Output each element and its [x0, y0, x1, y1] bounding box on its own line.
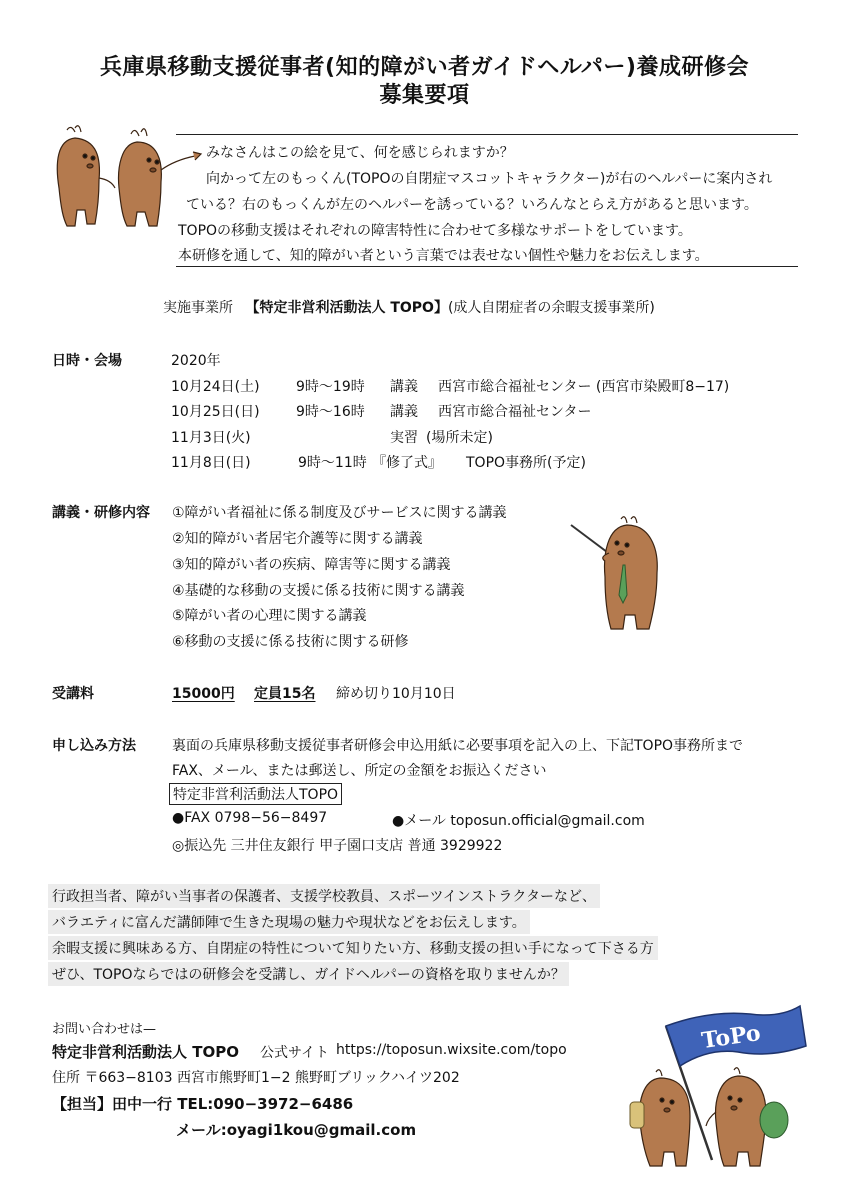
- flag-mascots-illustration: [620, 1000, 820, 1170]
- schedule-row-1-type: 講義: [390, 379, 418, 395]
- course-item-4: ④基礎的な移動の支援に係る技術に関する講義: [172, 583, 465, 599]
- course-item-3: ③知的障がい者の疾病、障害等に関する講義: [172, 557, 451, 573]
- schedule-row-2-time: 9時〜16時: [296, 404, 365, 420]
- contact-person: 【担当】田中一行 TEL:090−3972−6486: [52, 1095, 354, 1113]
- schedule-row-2-date: 10月25日(日): [171, 404, 260, 420]
- apply-bank: ◎振込先 三井住友銀行 甲子園口支店 普通 3929922: [172, 838, 503, 854]
- apply-fax: ●FAX 0798−56−8497: [172, 810, 328, 826]
- organizer-suffix: (成人自閉症者の余暇支援事業所): [447, 300, 655, 316]
- course-item-2: ②知的障がい者居宅介護等に関する講義: [172, 531, 423, 547]
- schedule-row-3-date: 11月3日(火): [171, 430, 251, 446]
- promo-line-2: バラエティに富んだ講師陣で生きた現場の魅力や現状などをお伝えします。: [48, 910, 530, 934]
- schedule-row-4-type: 『修了式』: [372, 455, 442, 471]
- schedule-row-4-time: 9時〜11時: [298, 455, 367, 471]
- fee-capacity: 定員15名: [254, 686, 316, 702]
- promo-line-4: [48, 962, 569, 986]
- intro-bottom-rule: [176, 266, 798, 267]
- intro-line-1: みなさんはこの絵を見て、何を感じられますか？: [206, 145, 514, 161]
- apply-line-2: FAX、メール、または郵送し、所定の金額をお振込ください: [172, 763, 547, 779]
- backpack-right: [760, 1102, 788, 1138]
- schedule-row-1-place: 西宮市総合福祉センター (西宮市染殿町8−17): [438, 379, 730, 395]
- schedule-row-1-date: 10月24日(土): [171, 379, 260, 395]
- intro-line-5: 本研修を通して、知的障がい者という言葉では表せない個性や魅力をお伝えします。: [178, 248, 709, 264]
- contact-heading: お問い合わせは—: [52, 1022, 157, 1037]
- fee-deadline: 締め切り10月10日: [336, 686, 456, 702]
- organizer-line: [163, 297, 655, 317]
- courses-label: 講義・研修内容: [52, 505, 150, 521]
- apply-mail: ●メール toposun.official@gmail.com: [392, 813, 645, 829]
- promo-line-3: 余暇支援に興味ある方、自閉症の特性について知りたい方、移動支援の担い手になって下さる方: [48, 936, 658, 960]
- schedule-row-2-type: 講義: [390, 404, 418, 420]
- backpack-left: [630, 1102, 644, 1128]
- contact-org: 特定非営利活動法人 TOPO: [52, 1043, 239, 1061]
- promo-line-1: 行政担当者、障がい当事者の保護者、支援学校教員、スポーツインストラクターなど、: [48, 884, 600, 908]
- intro-line-3: ている？右のもっくんが左のヘルパーを誘っている？いろんなとらえ方があると思います。: [186, 197, 758, 213]
- contact-address: 住所 〒663−8103 西宮市熊野町1−2 熊野町ブリックハイツ202: [52, 1070, 460, 1086]
- promo-line-4-text: ぜひ、TOPOならではの研修会を受講し、ガイドヘルパーの資格を取りませんか？: [52, 967, 565, 983]
- organizer-name: 【特定非営利活動法人 TOPO】: [245, 300, 448, 316]
- teacher-mascot-illustration: [565, 515, 675, 635]
- page-title: 兵庫県移動支援従事者(知的障がい者ガイドヘルパー)養成研修会: [100, 55, 749, 80]
- schedule-row-2-place: 西宮市総合福祉センター: [438, 404, 592, 420]
- course-item-1: ①障がい者福祉に係る制度及びサービスに関する講義: [172, 505, 507, 521]
- intro-line-4: TOPOの移動支援はそれぞれの障害特性に合わせて多様なサポートをしています。: [178, 223, 692, 239]
- schedule-row-4-place: TOPO事務所(予定): [466, 455, 586, 471]
- apply-org-box: 特定非営利活動法人TOPO: [169, 783, 342, 805]
- pointer-stick: [571, 525, 611, 555]
- apply-line-1: 裏面の兵庫県移動支援従事者研修会申込用紙に必要事項を記入の上、下記TOPO事務所まで: [172, 738, 744, 754]
- schedule-label: 日時・会場: [52, 353, 122, 369]
- schedule-row-4-date: 11月8日(日): [171, 455, 251, 471]
- schedule-year: 2020年: [171, 353, 221, 369]
- intro-line-2: 向かって左のもっくん(TOPOの自閉症マスコットキャラクター)が右のヘルパーに案内され: [206, 171, 773, 187]
- contact-site-label: 公式サイト: [260, 1045, 330, 1061]
- course-item-5: ⑤障がい者の心理に関する講義: [172, 608, 367, 624]
- flag-text: ToPo: [699, 1020, 763, 1055]
- fee-amount: 15000円: [172, 686, 235, 702]
- page-subtitle: 募集要項: [379, 83, 470, 108]
- course-item-6: ⑥移動の支援に係る技術に関する研修: [172, 634, 409, 650]
- contact-email[interactable]: メール:oyagi1kou@gmail.com: [176, 1121, 417, 1139]
- contact-site-url[interactable]: https://toposun.wixsite.com/topo: [336, 1042, 567, 1058]
- organizer-prefix: 実施事業所: [163, 300, 233, 316]
- schedule-row-1-time: 9時〜19時: [296, 379, 365, 395]
- fee-label: 受講料: [52, 686, 94, 702]
- intro-top-rule: [176, 134, 798, 135]
- schedule-row-3-type: 実習: [390, 430, 418, 446]
- apply-label: 申し込み方法: [52, 738, 136, 754]
- bear-left: [57, 126, 115, 226]
- schedule-row-3-place: (場所未定): [426, 430, 493, 446]
